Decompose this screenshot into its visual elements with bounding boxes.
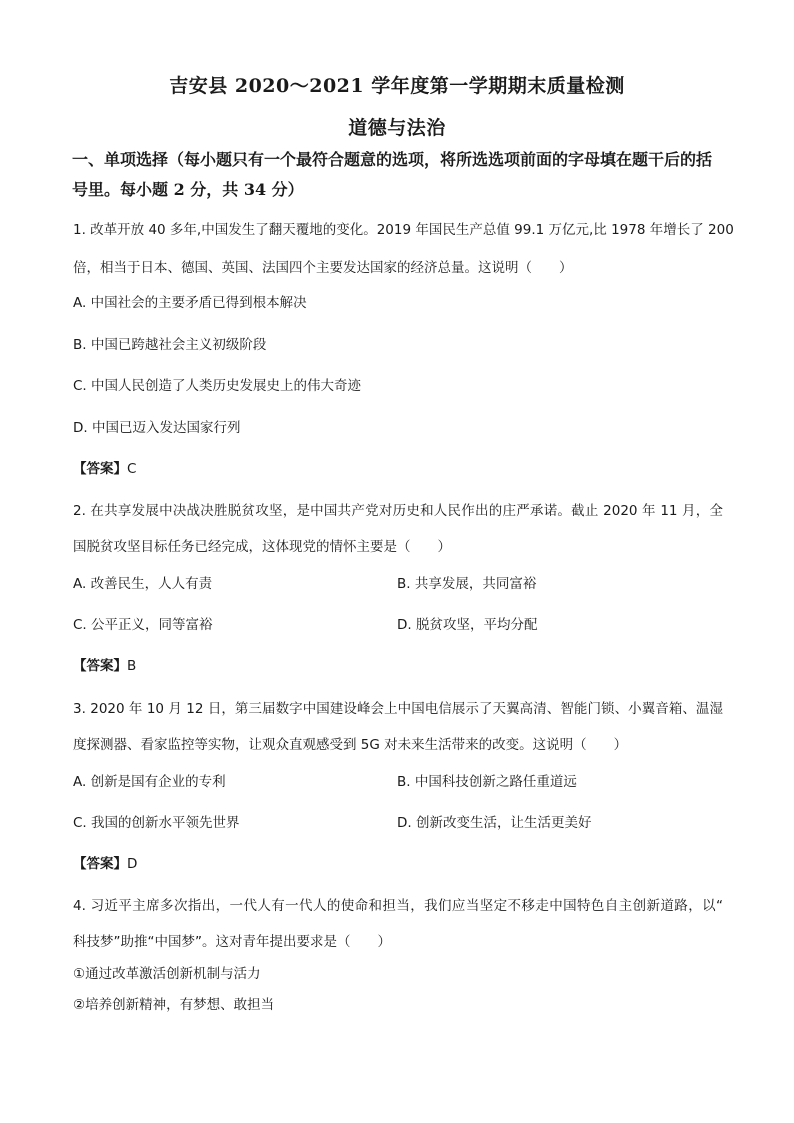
question-4-item-1: ①通过改革激活创新机制与活力 — [73, 966, 261, 982]
section-heading-line: 一、单项选择（每小题只有一个最符合题意的选项，将所选选项前面的字母填在题干后的括 — [72, 150, 713, 169]
question-1-stem: 倍，相当于日本、德国、英国、法国四个主要发达国家的经济总量。这说明（ ） — [73, 260, 573, 276]
question-4-item-2: ②培养创新精神，有梦想、敢担当 — [73, 997, 275, 1013]
question-3-option-d: D. 创新改变生活，让生活更美好 — [397, 815, 592, 831]
question-1-stem: 1. 改革开放 40 多年,中国发生了翻天覆地的变化。2019 年国民生产总值 99.1 万亿元,比 1978 年增长了 200 — [73, 222, 734, 238]
question-3-stem: 3. 2020 年 10 月 12 日，第三届数字中国建设峰会上中国电信展示了天翼高清、智能门锁、小翼音箱、温湿 — [73, 701, 723, 717]
question-3-answer — [73, 852, 137, 872]
section-heading — [72, 145, 728, 205]
section-heading-line: 号里。每小题 2 分，共 34 分） — [72, 180, 304, 199]
subject-title: 道德与法治 — [348, 117, 446, 139]
question-3-option-b: B. 中国科技创新之路任重道远 — [397, 774, 577, 790]
question-2-answer — [73, 654, 136, 674]
question-2-option-b: B. 共享发展，共同富裕 — [397, 576, 537, 592]
question-3-option-c: C. 我国的创新水平领先世界 — [73, 815, 240, 831]
answer-tag: 【答案】 — [73, 658, 127, 674]
answer-value: B — [127, 658, 137, 674]
question-2-stem: 国脱贫攻坚目标任务已经完成，这体现党的情怀主要是（ ） — [73, 539, 451, 555]
question-2-option-c: C. 公平正义，同等富裕 — [73, 617, 213, 633]
answer-value: D — [127, 856, 138, 872]
question-4-stem: 科技梦”助推“中国梦”。这对青年提出要求是（ ） — [73, 934, 391, 950]
answer-tag: 【答案】 — [73, 461, 127, 477]
question-1-option-a: A. 中国社会的主要矛盾已得到根本解决 — [73, 295, 307, 311]
question-2-option-d: D. 脱贫攻坚，平均分配 — [397, 617, 538, 633]
question-1-option-c: C. 中国人民创造了人类历史发展史上的伟大奇迹 — [73, 378, 362, 394]
question-2-stem: 2. 在共享发展中决战决胜脱贫攻坚，是中国共产党对历史和人民作出的庄严承诺。截止 2020 年 11 月，全 — [73, 503, 723, 519]
exam-title: 吉安县 2020～2021 学年度第一学期期末质量检测 — [169, 75, 625, 97]
question-3-option-a: A. 创新是国有企业的专利 — [73, 774, 226, 790]
answer-value: C — [127, 461, 137, 477]
question-1-option-b: B. 中国已跨越社会主义初级阶段 — [73, 337, 267, 353]
question-2-option-a: A. 改善民生，人人有责 — [73, 576, 213, 592]
answer-tag: 【答案】 — [73, 856, 127, 872]
question-1-option-d: D. 中国已迈入发达国家行列 — [73, 420, 241, 436]
question-4-stem: 4. 习近平主席多次指出，一代人有一代人的使命和担当，我们应当坚定不移走中国特色自主创新道路，以“ — [73, 898, 723, 914]
question-3-stem: 度探测器、看家监控等实物，让观众直观感受到 5G 对未来生活带来的改变。这说明（ ） — [73, 737, 628, 753]
question-1-answer — [73, 457, 136, 477]
